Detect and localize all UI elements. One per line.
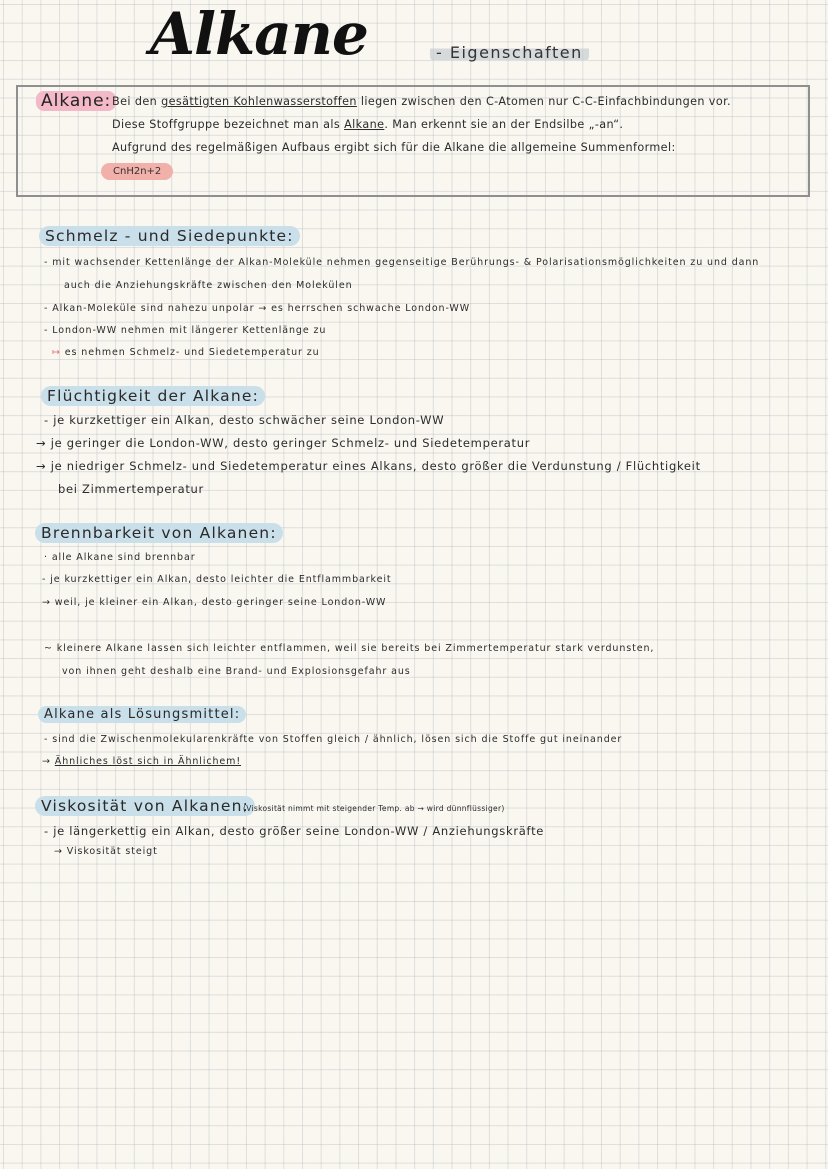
- text-line: ~ kleinere Alkane lassen sich leichter entflammen, weil sie bereits bei Zimmertemperatur stark verdunsten,: [44, 643, 655, 654]
- definition-line-3: Aufgrund des regelmäßigen Aufbaus ergibt sich für die Alkane die allgemeine Summenformel:: [112, 141, 676, 154]
- text-line: → weil, je kleiner ein Alkan, desto geringer seine London-WW: [42, 597, 387, 608]
- text-line: - je kurzkettiger ein Alkan, desto schwächer seine London-WW: [44, 413, 445, 427]
- heading-schmelz-siedepunkte: Schmelz - und Siedepunkte:: [39, 226, 300, 246]
- heading-fluechtigkeit: Flüchtigkeit der Alkane:: [41, 386, 265, 406]
- text-line: von ihnen geht deshalb eine Brand- und Explosionsgefahr aus: [62, 666, 411, 677]
- definition-line-2: Diese Stoffgruppe bezeichnet man als Alkane. Man erkennt sie an der Endsilbe „-an“.: [112, 118, 624, 131]
- underlined-term: gesättigten Kohlenwasserstoffen: [161, 95, 357, 108]
- text-line: → je geringer die London-WW, desto geringer Schmelz- und Siedetemperatur: [36, 436, 531, 450]
- text-line: [42, 756, 241, 767]
- text-line: - sind die Zwischenmolekularenkräfte von Stoffen gleich / ähnlich, lösen sich die Stoffe gut ineinander: [44, 734, 623, 745]
- text-line: - mit wachsender Kettenlänge der Alkan-Moleküle nehmen gegenseitige Berührungs- & Polarisationsmöglichkeiten zu und dann: [44, 257, 760, 268]
- text-line: auch die Anziehungskräfte zwischen den Molekülen: [64, 280, 353, 291]
- heading-loesungsmittel: Alkane als Lösungsmittel:: [38, 706, 246, 723]
- text-line: - London-WW nehmen mit längerer Kettenlänge zu: [44, 325, 327, 336]
- formula-badge: CnH2n+2: [101, 163, 173, 180]
- rule-text: Ähnliches löst sich in Ähnlichem!: [54, 756, 242, 767]
- text-line: - Alkan-Moleküle sind nahezu unpolar → es herrschen schwache London-WW: [44, 303, 471, 314]
- definition-label: Alkane:: [36, 91, 116, 111]
- page-subtitle: - Eigenschaften: [430, 43, 589, 62]
- underlined-term: Alkane: [344, 118, 385, 131]
- heading-brennbarkeit: Brennbarkeit von Alkanen:: [35, 523, 283, 543]
- text-line: → Viskosität steigt: [54, 846, 158, 857]
- text-line: - je längerkettig ein Alkan, desto größer seine London-WW / Anziehungskräfte: [44, 824, 545, 838]
- text-line: bei Zimmertemperatur: [58, 482, 204, 496]
- text-line: → je niedriger Schmelz- und Siedetemperatur eines Alkans, desto größer die Verdunstung / Flüchtigkeit: [36, 459, 701, 473]
- text-line: ↦ es nehmen Schmelz- und Siedetemperatur zu: [52, 347, 320, 358]
- arrow-icon: ↦: [52, 347, 61, 358]
- viskositaet-note: (Viskosität nimmt mit steigender Temp. ab → wird dünnflüssiger): [243, 804, 505, 813]
- text-line: · alle Alkane sind brennbar: [44, 552, 196, 563]
- arrow-icon: →: [42, 756, 51, 767]
- text-line: - je kurzkettiger ein Alkan, desto leichter die Entflammbarkeit: [42, 574, 392, 585]
- definition-line-1: Bei den gesättigten Kohlenwasserstoffen liegen zwischen den C-Atomen nur C-C-Einfachbindungen vor.: [112, 95, 731, 108]
- heading-viskositaet: Viskosität von Alkanen:: [35, 796, 255, 816]
- page-title: Alkane: [150, 0, 368, 68]
